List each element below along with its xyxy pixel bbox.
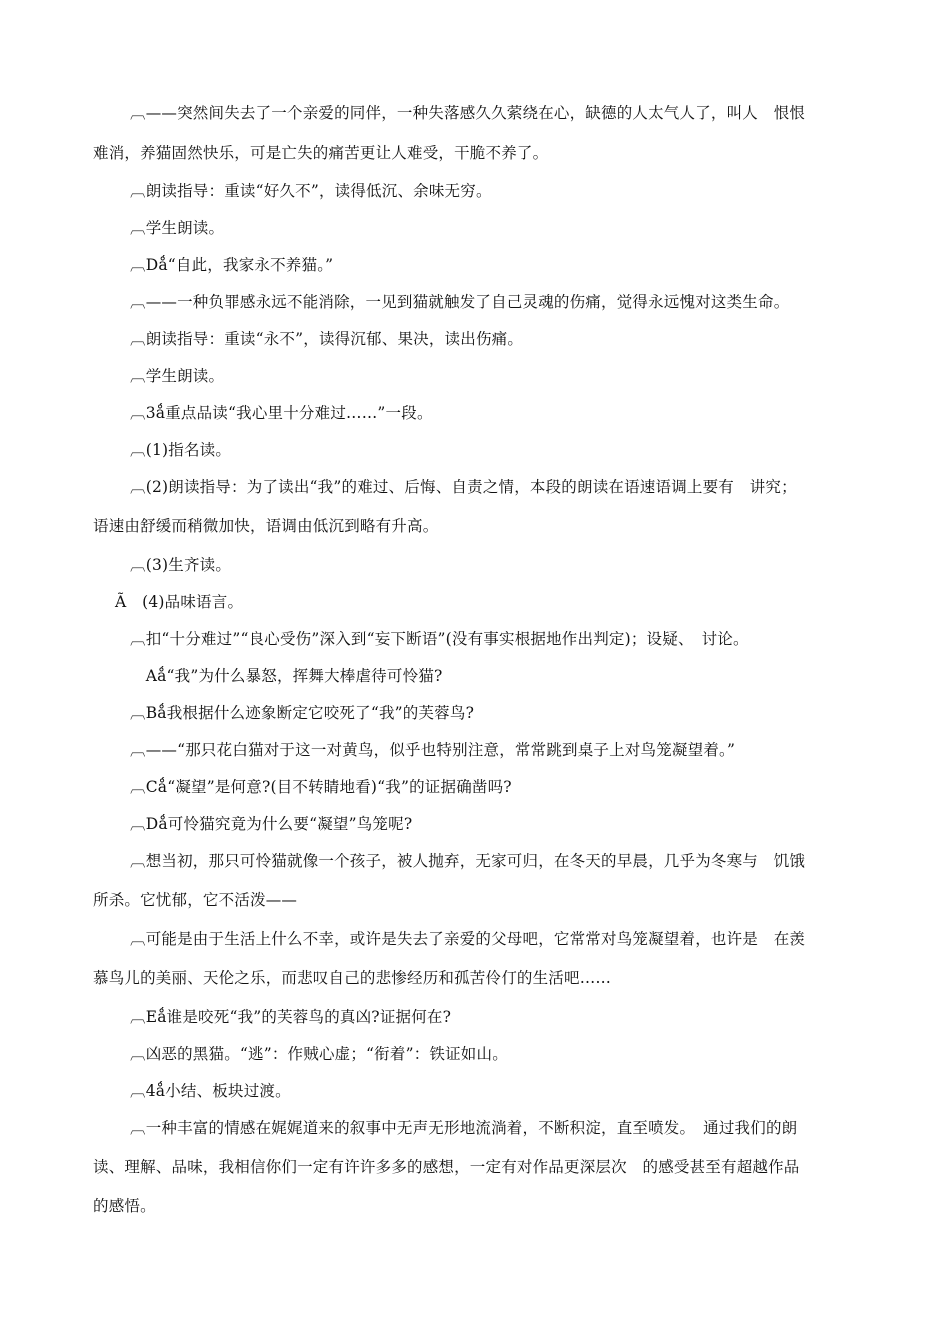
text-line: 的感悟。 [93, 1197, 156, 1215]
text-line: 语速由舒缓而稍微加快，语调由低沉到略有升高。 [93, 517, 439, 535]
text-line: ︹Cǻ“凝望”是何意?(目不转睛地看)“我”的证据确凿吗? [130, 778, 512, 796]
text-line: ︹(1)指名读。 [130, 441, 232, 459]
text-line: Aǻ“我”为什么暴怒，挥舞大棒虐待可怜猫? [130, 667, 443, 685]
text-line: ︹朗读指导：重读“好久不”，读得低沉、余味无穷。 [130, 182, 492, 200]
text-line: ︹Bǻ我根据什么迹象断定它咬死了“我”的芙蓉鸟? [130, 704, 475, 722]
text-line: ︹学生朗读。 [130, 367, 225, 385]
text-line: ︹朗读指导：重读“永不”，读得沉郁、果决，读出伤痛。 [130, 330, 524, 348]
text-line: ︹凶恶的黑猫。“逃”：作贼心虚；“衔着”：铁证如山。 [130, 1045, 508, 1063]
text-line: ︹——一种负罪感永远不能消除，一见到猫就触发了自己灵魂的伤痛，觉得永远愧对这类生命。 [130, 293, 790, 311]
text-line: 慕鸟儿的美丽、天伦之乐，而悲叹自己的悲惨经历和孤苦伶仃的生活吧…… [93, 969, 612, 987]
text-line: Ã (4)品味语言。 [115, 593, 244, 611]
text-line: ︹Dǻ“自此，我家永不养猫。” [130, 256, 334, 274]
text-line: ︹——“那只花白猫对于这一对黄鸟，似乎也特别注意，常常跳到桌子上对鸟笼凝望着。” [130, 741, 736, 759]
text-line: ︹扣“十分难过”“良心受伤”深入到“妄下断语”(没有事实根据地作出判定)；设疑、 讨论。 [130, 630, 749, 648]
text-line: ︹想当初，那只可怜猫就像一个孩子，被人抛弃，无家可归，在冬天的早晨，几乎为冬寒与 饥饿 [130, 852, 806, 870]
text-line: ︹(3)生齐读。 [130, 556, 232, 574]
text-line: ︹可能是由于生活上什么不幸，或许是失去了亲爱的父母吧，它常常对鸟笼凝望着，也许是 在羡 [130, 930, 806, 948]
text-line: ︹一种丰富的情感在娓娓道来的叙事中无声无形地流淌着，不断积淀，直至喷发。 通过我们的朗 [130, 1119, 798, 1137]
text-line: ︹4ǻ小结、板块过渡。 [130, 1082, 291, 1100]
text-line: 难消，养猫固然快乐，可是亡失的痛苦更让人难受，干脆不养了。 [93, 144, 549, 162]
text-line: ︹——突然间失去了一个亲爱的同伴，一种失落感久久萦绕在心，缺德的人太气人了，叫人 恨恨 [130, 104, 806, 122]
text-line: ︹Dǻ可怜猫究竟为什么要“凝望”鸟笼呢? [130, 815, 413, 833]
text-line: ︹学生朗读。 [130, 219, 225, 237]
text-line: ︹Eǻ谁是咬死“我”的芙蓉鸟的真凶?证据何在? [130, 1008, 452, 1026]
text-line: 读、理解、品味，我相信你们一定有许许多多的感想，一定有对作品更深层次 的感受甚至有超越作品 [93, 1158, 800, 1176]
text-line: ︹(2)朗读指导：为了读出“我”的难过、后悔、自责之情，本段的朗读在语速语调上要有 讲究； [130, 478, 797, 496]
text-line: ︹3ǻ重点品读“我心里十分难过……”一段。 [130, 404, 433, 422]
text-line: 所杀。它忧郁，它不活泼—— [93, 891, 298, 909]
